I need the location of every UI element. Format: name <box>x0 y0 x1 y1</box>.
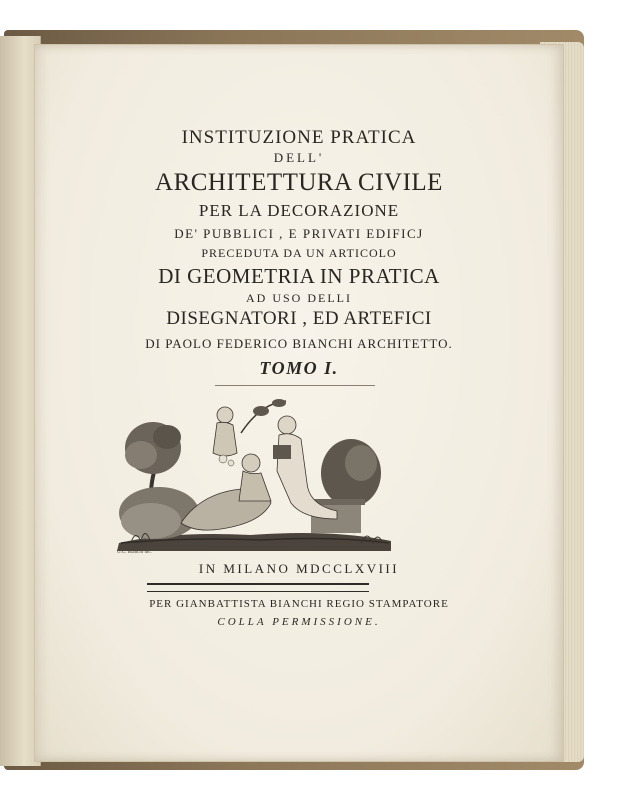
title-rule <box>215 385 375 386</box>
imprint-printer: PER GIANBATTISTA BIANCHI REGIO STAMPATORE <box>149 598 449 610</box>
title-line-2: DELL' <box>273 150 325 165</box>
imprint-place-date: IN MILANO MDCCLXVIII <box>198 561 400 576</box>
title-line-3: ARCHITETTURA CIVILE <box>155 169 443 196</box>
title-line-8: AD USO DELLI <box>246 291 352 305</box>
author-line: DI PAOLO FEDERICO BIANCHI ARCHITETTO. <box>145 336 453 351</box>
title-line-9: DISEGNATORI , ED ARTEFICI <box>166 308 432 329</box>
title-line-7: DI GEOMETRIA IN PRATICA <box>158 264 440 288</box>
imprint-permission: COLLA PERMISSIONE. <box>217 616 381 628</box>
title-line-6: PRECEDUTA DA UN ARTICOLO <box>201 246 397 260</box>
engraver-signature: G.C. Bianchi inc. <box>117 550 152 555</box>
title-page <box>34 44 564 762</box>
imprint-rule <box>147 583 369 592</box>
volume-line: TOMO I. <box>259 358 339 378</box>
engraved-vignette <box>111 393 395 553</box>
title-line-5: DE' PUBBLICI , E PRIVATI EDIFICJ <box>174 226 424 241</box>
title-line-4: PER LA DECORAZIONE <box>198 201 400 220</box>
title-line-1: INSTITUZIONE PRATICA <box>181 127 417 148</box>
